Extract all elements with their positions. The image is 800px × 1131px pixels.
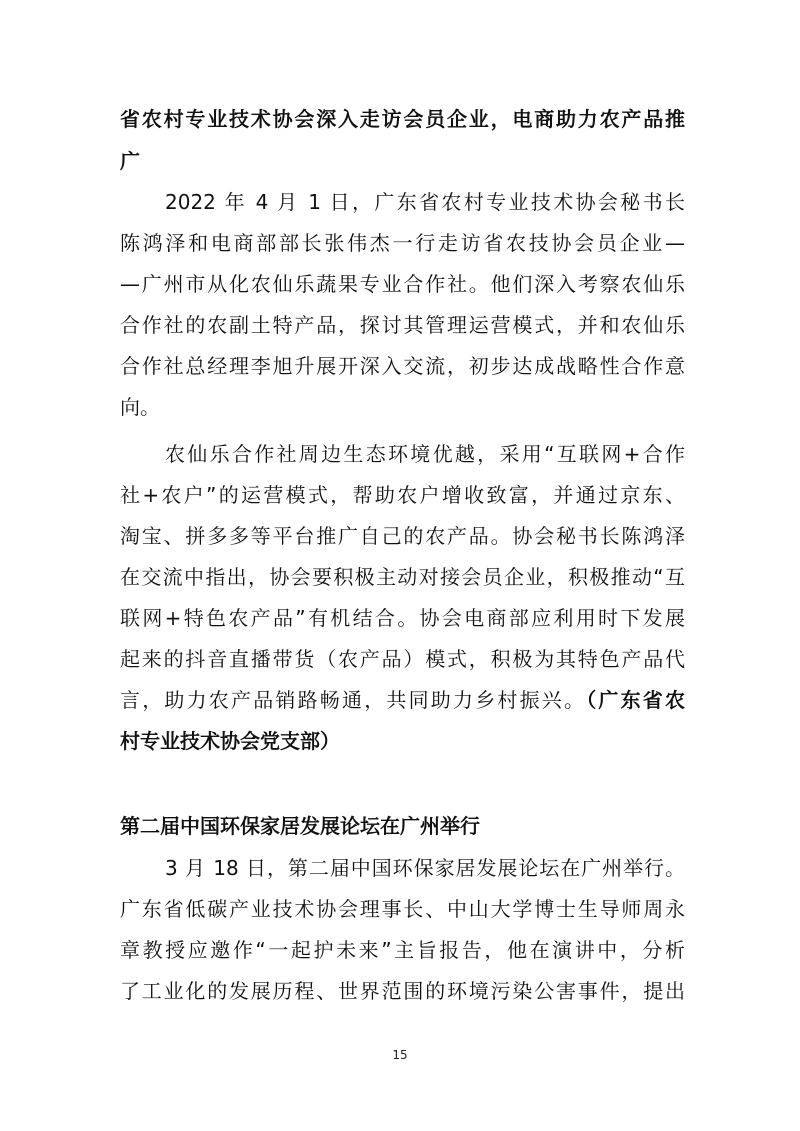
article1-source-part1: （广东省农 <box>586 688 686 712</box>
article2-paragraph1-line3: 章教授应邀作“一起护未来”主旨报告，他在演讲中，分析 <box>120 938 685 962</box>
article1-paragraph1-line2: 陈鸿泽和电商部部长张伟杰一行走访省农技协会员企业— <box>120 231 685 255</box>
article2-title: 第二届中国环保家居发展论坛在广州举行 <box>120 814 480 838</box>
article1-paragraph2-line1: 农仙乐合作社周边生态环境优越，采用“互联网+合作 <box>165 442 685 466</box>
article2-paragraph1-line4: 了工业化的发展历程、世界范围的环境污染公害事件，提出 <box>120 979 685 1003</box>
article2-paragraph1-line2: 广东省低碳产业技术协会理事长、中山大学博士生导师周永 <box>120 897 685 921</box>
article1-paragraph1-line3: —广州市从化农仙乐蔬果专业合作社。他们深入考察农仙乐 <box>120 272 685 296</box>
article1-paragraph2-line6: 起来的抖音直播带货（农产品）模式，积极为其特色产品代 <box>120 647 685 671</box>
article1-paragraph2-line4: 在交流中指出，协会要积极主动对接会员企业，积极推动“互 <box>120 565 685 589</box>
article1-title-line2: 广 <box>120 149 140 173</box>
article1-paragraph2-line7-text: 言，助力农产品销路畅通，共同助力乡村振兴。 <box>120 688 587 712</box>
article1-paragraph1-line6: 向。 <box>120 395 160 419</box>
page-number: 15 <box>392 1048 408 1062</box>
article1-paragraph1-line5: 合作社总经理李旭升展开深入交流，初步达成战略性合作意 <box>120 354 685 378</box>
article1-paragraph2-line5: 联网+特色农产品”有机结合。协会电商部应利用时下发展 <box>120 606 685 630</box>
article1-paragraph2-line3: 淘宝、拼多多等平台推广自己的农产品。协会秘书长陈鸿泽 <box>120 524 685 548</box>
article1-paragraph1-line1: 2022 年 4 月 1 日，广东省农村专业技术协会秘书长 <box>165 190 685 214</box>
article1-title-line1: 省农村专业技术协会深入走访会员企业，电商助力农产品推 <box>120 107 685 131</box>
article1-paragraph2-line7 <box>120 688 685 712</box>
article1-paragraph2-line2: 社+农户”的运营模式，帮助农户增收致富，并通过京东、 <box>120 483 685 507</box>
article1-source-part2: 村专业技术协会党支部） <box>120 729 340 753</box>
article2-paragraph1-line1: 3 月 18 日，第二届中国环保家居发展论坛在广州举行。 <box>165 856 685 880</box>
article1-paragraph1-line4: 合作社的农副土特产品，探讨其管理运营模式，并和农仙乐 <box>120 313 685 337</box>
